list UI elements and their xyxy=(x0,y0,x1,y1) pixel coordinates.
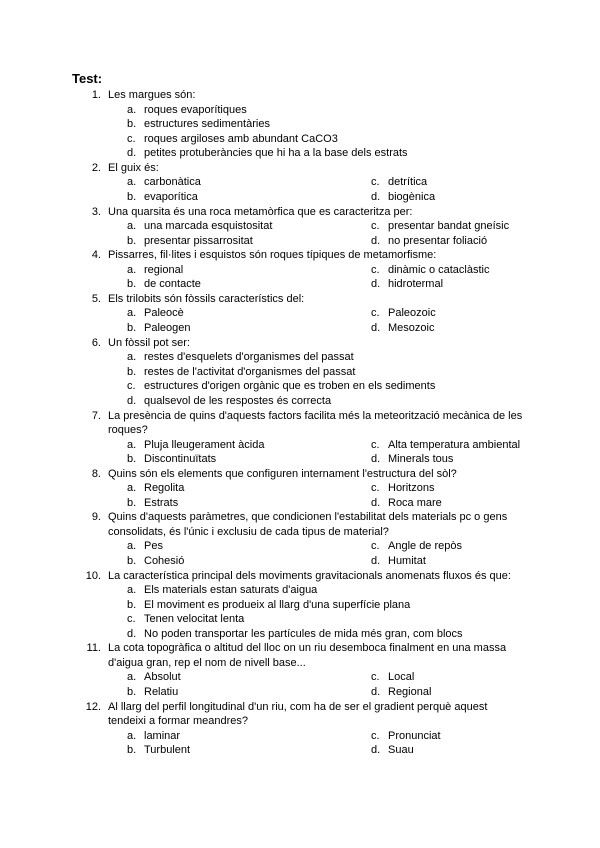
answer-options xyxy=(0,219,600,248)
question-list xyxy=(0,88,600,758)
answer-text: evaporítica xyxy=(144,190,198,203)
answer-text: Angle de repòs xyxy=(388,540,462,553)
answer-letter: d. xyxy=(371,453,381,466)
answer-option[interactable] xyxy=(127,132,338,147)
answer-text: petites protuberàncies que hi ha a la base dels estrats xyxy=(144,147,408,160)
answer-option[interactable] xyxy=(371,685,431,700)
answer-row xyxy=(0,452,600,467)
answer-text: carbonàtica xyxy=(144,176,201,189)
answer-row xyxy=(0,234,600,249)
question-text: Pissarres, fil·lites i esquistos són roques típiques de metamorfisme: xyxy=(108,249,437,262)
answer-row xyxy=(0,103,600,118)
answer-option[interactable] xyxy=(127,234,253,249)
answer-option[interactable] xyxy=(371,321,434,336)
answer-option[interactable] xyxy=(127,685,178,700)
answer-option[interactable] xyxy=(127,350,354,365)
answer-text: de contacte xyxy=(144,278,201,291)
question-number: 11. xyxy=(86,642,101,655)
question-line xyxy=(0,88,600,103)
answer-option[interactable] xyxy=(127,365,355,380)
answer-text: Cohesió xyxy=(144,554,185,567)
answer-option[interactable] xyxy=(127,379,435,394)
answer-options xyxy=(0,670,600,699)
answer-text: hidrotermal xyxy=(388,278,444,291)
answer-text: una marcada esquistositat xyxy=(144,220,273,233)
question-item xyxy=(0,409,600,467)
answer-letter: d. xyxy=(371,554,381,567)
answer-text: restes d'esquelets d'organismes del passat xyxy=(144,351,354,364)
answer-text: Turbulent xyxy=(144,744,191,757)
question-number: 4. xyxy=(91,249,101,262)
question-number: 3. xyxy=(91,205,101,218)
answer-letter: a. xyxy=(127,584,137,597)
answer-letter: b. xyxy=(127,554,137,567)
answer-letter: d. xyxy=(127,394,137,407)
answer-text: biogènica xyxy=(388,190,436,203)
question-line xyxy=(0,336,600,351)
question-number: 1. xyxy=(91,89,101,101)
answer-text: Tenen velocitat lenta xyxy=(144,613,245,626)
answer-letter: a. xyxy=(127,307,137,320)
answer-row xyxy=(0,539,600,554)
answer-letter: a. xyxy=(127,220,137,233)
answer-option[interactable] xyxy=(127,496,178,511)
question-item xyxy=(0,88,600,161)
answer-option[interactable] xyxy=(127,729,180,744)
answer-options xyxy=(0,350,600,408)
answer-row xyxy=(0,379,600,394)
answer-letter: c. xyxy=(371,482,380,495)
question-number: 12. xyxy=(85,700,101,713)
answer-option[interactable] xyxy=(127,103,247,118)
answer-option[interactable] xyxy=(371,190,435,205)
answer-text: Alta temperatura ambiental xyxy=(388,438,521,451)
answer-letter: c. xyxy=(371,540,380,553)
answer-options xyxy=(0,306,600,335)
answer-letter: a. xyxy=(127,482,137,495)
answer-option[interactable] xyxy=(371,452,453,467)
question-item xyxy=(0,467,600,511)
answer-letter: b. xyxy=(127,744,137,757)
answer-row xyxy=(0,350,600,365)
answer-text: Local xyxy=(388,671,415,684)
answer-row xyxy=(0,554,600,569)
answer-row xyxy=(0,743,600,758)
answer-letter: c. xyxy=(371,176,380,189)
answer-letter: d. xyxy=(371,686,381,699)
answer-option[interactable] xyxy=(371,729,441,744)
answer-letter: d. xyxy=(371,190,381,203)
question-text: Quins d'aquests paràmetres, que condicionen l'estabilitat dels materials pc o gens xyxy=(108,511,508,524)
answer-text: Roca mare xyxy=(388,496,442,509)
answer-letter: c. xyxy=(371,307,380,320)
question-item xyxy=(0,161,600,205)
question-item xyxy=(0,292,600,336)
question-line xyxy=(0,525,600,540)
question-text: Al llarg del perfil longitudinal d'un riu, com ha de ser el gradient perquè aquest xyxy=(108,700,488,713)
answer-text: Suau xyxy=(388,744,414,757)
answer-letter: a. xyxy=(127,176,137,189)
answer-text: Paleocè xyxy=(144,307,184,320)
question-text: Un fòssil pot ser: xyxy=(108,336,190,349)
answer-letter: c. xyxy=(127,132,136,145)
answer-letter: a. xyxy=(127,103,137,116)
question-text: Les margues són: xyxy=(108,89,196,101)
answer-row xyxy=(0,394,600,409)
answer-option[interactable] xyxy=(127,539,163,554)
answer-row xyxy=(0,670,600,685)
question-item xyxy=(0,569,600,642)
answer-option[interactable] xyxy=(127,321,191,336)
answer-letter: a. xyxy=(127,540,137,553)
question-text: La presència de quins d'aquests factors facilita més la meteorització mecànica de les xyxy=(108,409,523,422)
answer-text: Regolita xyxy=(144,482,185,495)
question-text: roques? xyxy=(108,424,148,436)
answer-text: Paleogen xyxy=(144,322,191,335)
answer-option[interactable] xyxy=(127,743,190,758)
answer-option[interactable] xyxy=(127,394,331,409)
answer-letter: a. xyxy=(127,671,137,684)
answer-text: Humitat xyxy=(388,554,426,567)
answer-option[interactable] xyxy=(127,438,264,453)
answer-text: presentar bandat gneísic xyxy=(388,220,510,233)
answer-letter: d. xyxy=(371,278,381,291)
answer-text: laminar xyxy=(144,729,181,742)
question-text: El guix és: xyxy=(108,161,159,174)
answer-text: estructures sedimentàries xyxy=(144,118,270,131)
answer-text: Pluja lleugerament àcida xyxy=(144,438,265,451)
question-item xyxy=(0,205,600,249)
answer-row xyxy=(0,321,600,336)
answer-text: El moviment es produeix al llarg d'una superfície plana xyxy=(144,598,411,611)
question-number: 2. xyxy=(91,161,101,174)
answer-text: Minerals tous xyxy=(388,453,454,466)
answer-option[interactable] xyxy=(127,306,184,321)
answer-letter: b. xyxy=(127,453,137,466)
answer-text: Paleozoic xyxy=(388,307,436,320)
question-line xyxy=(0,292,600,307)
answer-option[interactable] xyxy=(371,481,434,496)
question-text: La característica principal dels moviments gravitacionals anomenats fluxos és que: xyxy=(108,569,511,582)
answer-letter: c. xyxy=(371,671,380,684)
answer-option[interactable] xyxy=(127,670,181,685)
question-number: 5. xyxy=(91,292,101,305)
answer-row xyxy=(0,365,600,380)
question-text: Una quarsita és una roca metamòrfica que es caracteritza per: xyxy=(108,205,413,218)
answer-options xyxy=(0,103,600,161)
question-line xyxy=(0,423,600,438)
answer-letter: a. xyxy=(127,438,137,451)
test-title: Test: xyxy=(72,71,103,86)
answer-row xyxy=(0,219,600,234)
answer-letter: b. xyxy=(127,686,137,699)
answer-row xyxy=(0,175,600,190)
answer-row xyxy=(0,146,600,161)
answer-letter: a. xyxy=(127,263,137,276)
answer-row xyxy=(0,306,600,321)
answer-options xyxy=(0,583,600,641)
answer-letter: c. xyxy=(371,220,380,233)
answer-row xyxy=(0,598,600,613)
answer-text: Mesozoic xyxy=(388,322,435,335)
answer-text: estructures d'origen orgànic que es troben en els sediments xyxy=(144,380,436,393)
answer-row xyxy=(0,627,600,642)
answer-options xyxy=(0,481,600,510)
answer-text: restes de l'activitat d'organismes del passat xyxy=(144,365,356,378)
answer-options xyxy=(0,539,600,568)
question-text: Els trilobits són fòssils característics del: xyxy=(108,292,305,305)
question-text: d'aigua gran, rep el nom de nivell base... xyxy=(108,656,306,669)
answer-letter: c. xyxy=(127,613,136,626)
question-item xyxy=(0,700,600,758)
answer-option[interactable] xyxy=(371,277,443,292)
answer-option[interactable] xyxy=(127,452,216,467)
answer-option[interactable] xyxy=(371,496,442,511)
answer-text: Pes xyxy=(144,540,163,553)
answer-text: Estrats xyxy=(144,496,179,509)
answer-letter: d. xyxy=(371,496,381,509)
answer-option[interactable] xyxy=(371,554,426,569)
question-text: consolidats, és l'únic i exclusiu de cada tipus de material? xyxy=(108,525,389,538)
question-item xyxy=(0,510,600,568)
answer-option[interactable] xyxy=(371,219,509,234)
answer-letter: b. xyxy=(127,322,137,335)
question-number: 6. xyxy=(91,336,101,349)
question-line xyxy=(0,248,600,263)
answer-option[interactable] xyxy=(127,598,410,613)
answer-row xyxy=(0,612,600,627)
answer-letter: b. xyxy=(127,118,137,131)
answer-row xyxy=(0,132,600,147)
question-number: 7. xyxy=(91,409,101,422)
answer-letter: b. xyxy=(127,234,137,247)
question-line xyxy=(0,409,600,424)
answer-option[interactable] xyxy=(127,627,463,642)
answer-text: presentar pissarrositat xyxy=(144,234,253,247)
answer-letter: b. xyxy=(127,598,137,611)
answer-text: roques argiloses amb abundant CaCO3 xyxy=(144,132,338,145)
question-line xyxy=(0,569,600,584)
answer-option[interactable] xyxy=(127,146,408,161)
answer-option[interactable] xyxy=(127,219,272,234)
answer-letter: c. xyxy=(127,380,136,393)
answer-letter: d. xyxy=(371,744,381,757)
answer-options xyxy=(0,263,600,292)
question-item xyxy=(0,336,600,409)
answer-option[interactable] xyxy=(371,263,490,278)
question-line xyxy=(0,161,600,176)
answer-text: no presentar foliació xyxy=(388,234,488,247)
answer-letter: b. xyxy=(127,496,137,509)
answer-text: Els materials estan saturats d'aigua xyxy=(144,584,318,597)
answer-row xyxy=(0,190,600,205)
answer-option[interactable] xyxy=(127,190,198,205)
answer-options xyxy=(0,729,600,758)
question-line xyxy=(0,467,600,482)
answer-option[interactable] xyxy=(371,743,414,758)
answer-text: detrítica xyxy=(388,176,428,189)
question-line xyxy=(0,714,600,729)
answer-row xyxy=(0,277,600,292)
question-text: tendeixi a formar meandres? xyxy=(108,715,249,728)
question-number: 10. xyxy=(85,569,101,582)
answer-option[interactable] xyxy=(127,117,270,132)
answer-option[interactable] xyxy=(371,438,520,453)
answer-row xyxy=(0,481,600,496)
answer-row xyxy=(0,496,600,511)
answer-text: Horitzons xyxy=(388,482,435,495)
answer-row xyxy=(0,685,600,700)
answer-text: Pronunciat xyxy=(388,729,441,742)
question-line xyxy=(0,641,600,656)
answer-option[interactable] xyxy=(127,277,201,292)
answer-option[interactable] xyxy=(371,234,487,249)
answer-row xyxy=(0,729,600,744)
answer-option[interactable] xyxy=(371,539,462,554)
answer-row xyxy=(0,263,600,278)
answer-text: Regional xyxy=(388,686,432,699)
answer-options xyxy=(0,175,600,204)
answer-letter: d. xyxy=(127,147,137,160)
answer-letter: d. xyxy=(371,322,381,335)
answer-letter: b. xyxy=(127,190,137,203)
answer-letter: c. xyxy=(371,729,380,742)
answer-text: roques evaporítiques xyxy=(144,103,247,116)
answer-text: Discontinuïtats xyxy=(144,453,217,466)
answer-text: qualsevol de les respostes és correcta xyxy=(144,394,332,407)
question-text: La cota topogràfica o altitud del lloc on un riu desemboca finalment en una massa xyxy=(108,642,507,655)
question-number: 8. xyxy=(91,467,101,480)
answer-letter: b. xyxy=(127,278,137,291)
question-number: 9. xyxy=(91,511,101,524)
answer-letter: a. xyxy=(127,351,137,364)
answer-text: No poden transportar les partícules de mida més gran, com blocs xyxy=(144,627,463,640)
answer-text: Relatiu xyxy=(144,686,179,699)
answer-letter: d. xyxy=(127,627,137,640)
answer-option[interactable] xyxy=(127,583,317,598)
question-line xyxy=(0,510,600,525)
answer-letter: b. xyxy=(127,365,137,378)
answer-text: dinàmic o cataclàstic xyxy=(388,263,490,276)
answer-row xyxy=(0,438,600,453)
question-item xyxy=(0,641,600,699)
answer-option[interactable] xyxy=(127,175,201,190)
answer-text: Absolut xyxy=(144,671,181,684)
answer-letter: a. xyxy=(127,729,137,742)
answer-letter: d. xyxy=(371,234,381,247)
question-item xyxy=(0,248,600,292)
answer-option[interactable] xyxy=(371,175,427,190)
answer-letter: c. xyxy=(371,438,380,451)
answer-option[interactable] xyxy=(371,670,414,685)
answer-option[interactable] xyxy=(127,263,183,278)
question-line xyxy=(0,700,600,715)
answer-letter: c. xyxy=(371,263,380,276)
answer-option[interactable] xyxy=(127,554,184,569)
answer-row xyxy=(0,583,600,598)
answer-option[interactable] xyxy=(371,306,436,321)
question-line xyxy=(0,205,600,220)
answer-option[interactable] xyxy=(127,612,244,627)
question-text: Quins són els elements que configuren internament l'estructura del sòl? xyxy=(108,467,457,480)
answer-text: regional xyxy=(144,263,184,276)
question-line xyxy=(0,656,600,671)
answer-row xyxy=(0,117,600,132)
answer-options xyxy=(0,438,600,467)
answer-option[interactable] xyxy=(127,481,184,496)
